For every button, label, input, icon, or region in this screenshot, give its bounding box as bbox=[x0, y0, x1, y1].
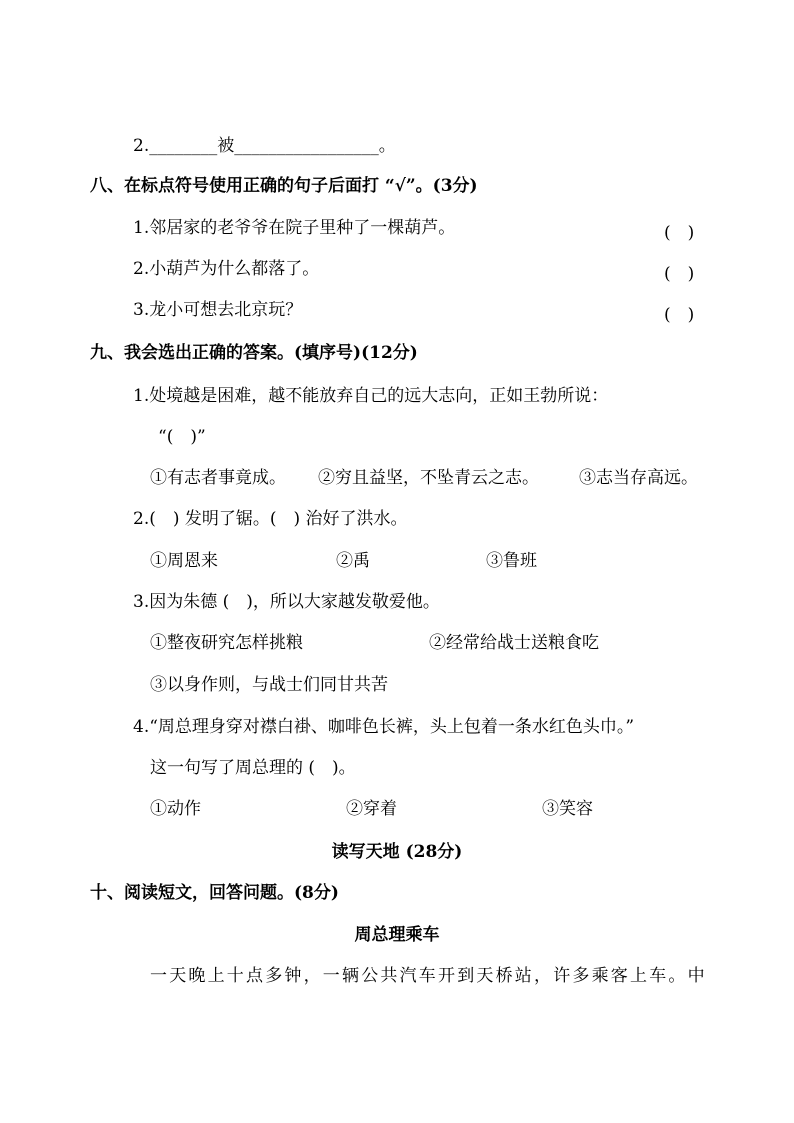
s9-q4-option-1: ①动作 bbox=[150, 799, 201, 819]
s9-q1-line1: 1.处境越是困难，越不能放弃自己的远大志向，正如王勃所说： bbox=[133, 386, 609, 406]
s9-q2-option-3: ③鲁班 bbox=[486, 551, 537, 571]
s9-q4-option-2: ②穿着 bbox=[346, 799, 397, 819]
s8-answer-box-3[interactable]: ( ) bbox=[664, 305, 695, 325]
s9-q1-line2: “( )” bbox=[158, 427, 206, 447]
story-first-line: 一天晚上十点多钟，一辆公共汽车开到天桥站，许多乘客上车。中 bbox=[150, 966, 707, 986]
s9-q3-option-3: ③以身作则，与战士们同甘共苦 bbox=[150, 675, 388, 695]
s8-item-1: 1.邻居家的老爷爷在院子里种了一棵葫芦。 bbox=[133, 218, 456, 238]
s8-answer-box-1[interactable]: ( ) bbox=[664, 223, 695, 243]
section-10-heading: 十、阅读短文，回答问题。(8分) bbox=[90, 883, 339, 903]
s9-q3-option-2: ②经常给战士送粮食吃 bbox=[429, 633, 599, 653]
story-title: 周总理乘车 bbox=[354, 925, 440, 945]
s9-q2-option-1: ①周恩来 bbox=[150, 551, 218, 571]
s9-q3-option-1: ①整夜研究怎样挑粮 bbox=[150, 633, 303, 653]
s9-q4-line1: 4.“周总理身穿对襟白褂、咖啡色长裤，头上包着一条水红色头巾。” bbox=[133, 717, 635, 737]
prev-question-item: 2.________被_________________。 bbox=[133, 136, 396, 156]
s9-q1-option-1: ①有志者事竟成。 bbox=[150, 468, 286, 488]
s8-item-3: 3.龙小可想去北京玩？ bbox=[133, 300, 303, 320]
s9-q1-option-3: ③志当存高远。 bbox=[579, 468, 698, 488]
s9-q3-line1: 3.因为朱德 ( )，所以大家越发敬爱他。 bbox=[133, 592, 440, 612]
s9-q2-line1: 2.( ) 发明了锯。( ) 治好了洪水。 bbox=[133, 509, 408, 529]
s9-q2-option-2: ②禹 bbox=[336, 551, 370, 571]
s8-item-2: 2.小葫芦为什么都落了。 bbox=[133, 259, 320, 279]
s9-q4-option-3: ③笑容 bbox=[542, 799, 593, 819]
part-title: 读写天地 (28分) bbox=[331, 842, 463, 862]
section-9-heading: 九、我会选出正确的答案。(填序号)(12分) bbox=[90, 343, 418, 363]
s8-answer-box-2[interactable]: ( ) bbox=[664, 264, 695, 284]
section-8-heading: 八、在标点符号使用正确的句子后面打 “√”。(3分) bbox=[90, 176, 478, 196]
s9-q1-option-2: ②穷且益坚，不坠青云之志。 bbox=[318, 468, 539, 488]
s9-q4-line2: 这一句写了周总理的 ( )。 bbox=[150, 758, 356, 778]
